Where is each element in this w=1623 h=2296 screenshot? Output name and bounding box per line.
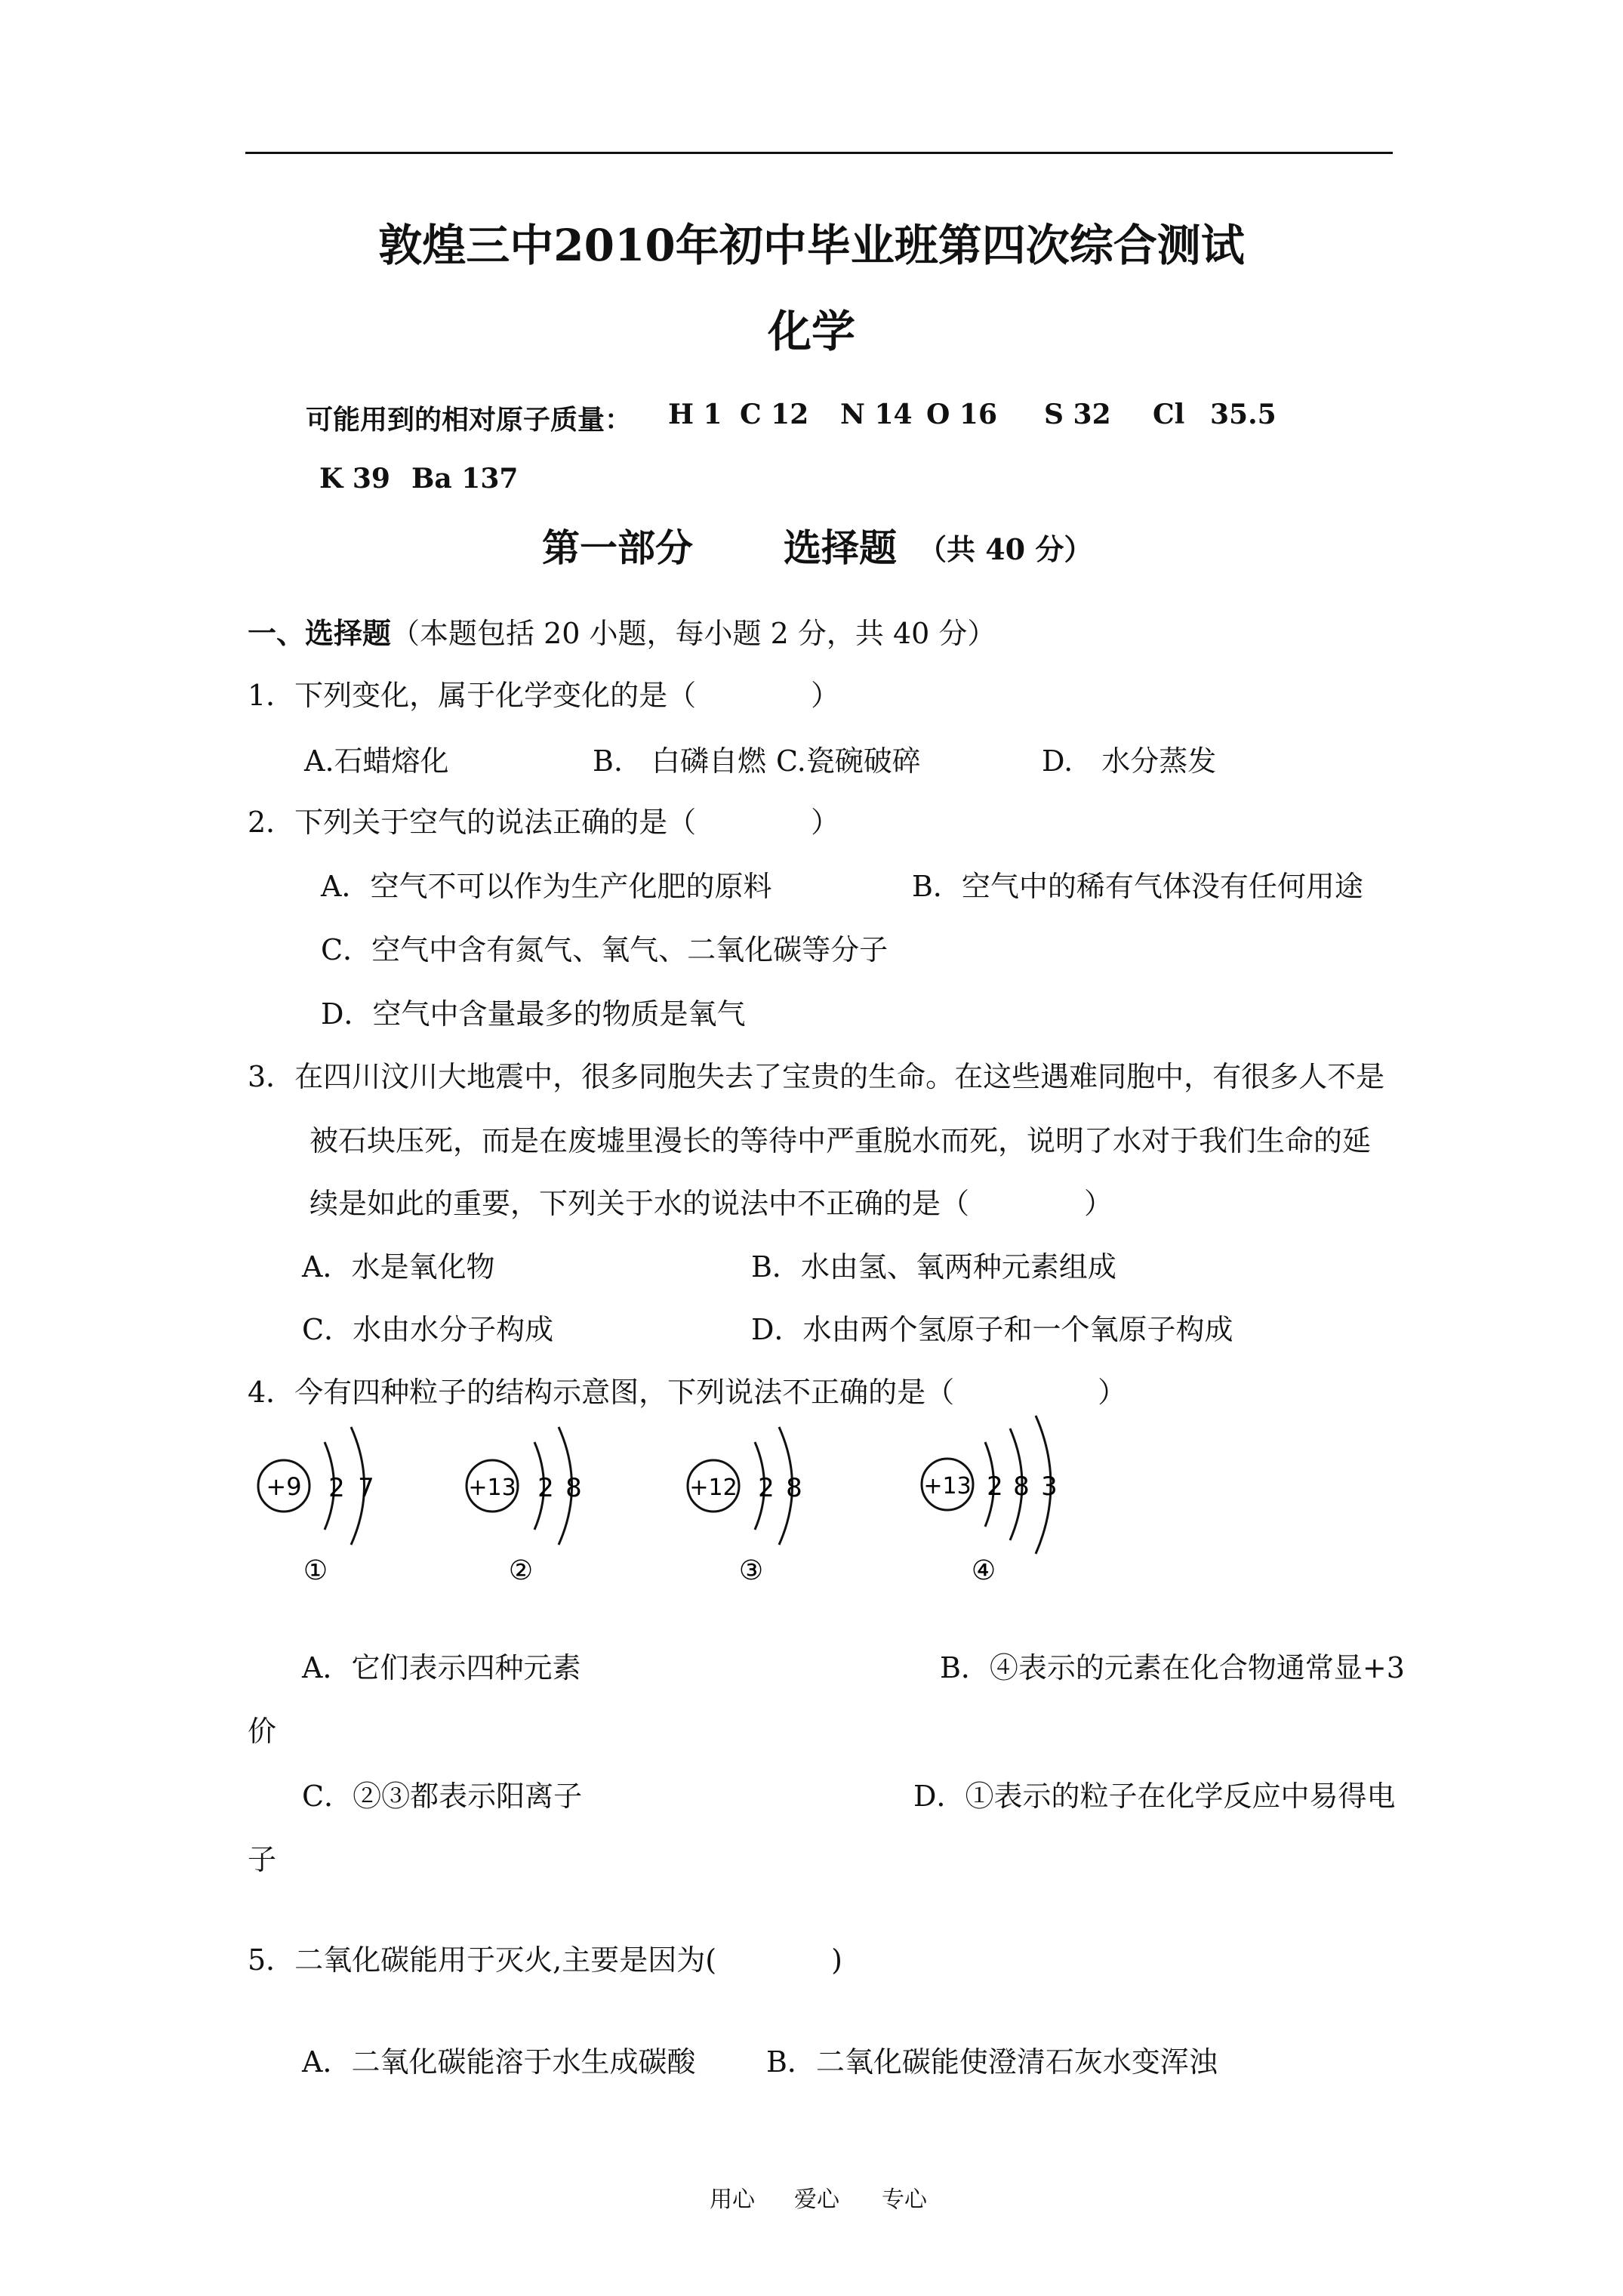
electrons-4-3: 3	[1041, 1472, 1058, 1502]
diagram-label-4: ④	[971, 1555, 996, 1586]
q5-option-a: A．二氧化碳能溶于水生成碳酸	[302, 2045, 696, 2079]
q2-option-b: B．空气中的稀有气体没有任何用途	[912, 870, 1363, 903]
q1-option-d: D. 水分蒸发	[1042, 744, 1217, 778]
nucleus-charge-1: +9	[266, 1472, 302, 1501]
footer-text-1: 用心	[710, 2187, 755, 2213]
atomic-mass-label: 可能用到的相对原子质量：	[306, 404, 633, 436]
electrons-4-1: 2	[987, 1472, 1003, 1502]
question-3-stem-line-1: 3．在四川汶川大地震中，很多同胞失去了宝贵的生命。在这些遇难同胞中，有很多人不是	[248, 1060, 1385, 1093]
exam-title: 敦煌三中2010年初中毕业班第四次综合测试	[378, 220, 1245, 271]
electrons-2-1: 2	[537, 1473, 554, 1503]
atom-diagram-2	[467, 1427, 582, 1586]
q4-option-b: B．④表示的元素在化合物通常显+3	[940, 1651, 1405, 1684]
nucleus-charge-3: +12	[689, 1475, 738, 1501]
part-heading	[248, 610, 996, 652]
atom-diagram-1	[258, 1427, 374, 1586]
atomic-mass-s: S 32	[1044, 399, 1111, 430]
q3-option-c: C．水由水分子构成	[302, 1313, 554, 1346]
footer-text-2: 爱心	[794, 2187, 839, 2213]
electrons-1-2: 7	[358, 1473, 374, 1503]
footer-text-3: 专心	[882, 2187, 927, 2213]
q1-option-c: C.瓷碗破碎	[776, 744, 921, 778]
electrons-3-2: 8	[786, 1473, 802, 1503]
q4-option-d: D．①表示的粒子在化学反应中易得电	[913, 1780, 1396, 1813]
atomic-mass-h: H 1	[668, 399, 722, 430]
electrons-3-1: 2	[758, 1473, 775, 1503]
q2-option-a: A．空气不可以作为生产化肥的原料	[321, 870, 772, 903]
question-3-stem-line-2: 被石块压死，而是在废墟里漫长的等待中严重脱水而死，说明了水对于我们生命的延	[310, 1124, 1372, 1157]
part-heading-label: 一、选择题	[248, 616, 392, 650]
q1-option-b: B. 白磷自燃	[593, 744, 767, 778]
atomic-mass-cl: Cl	[1153, 399, 1185, 430]
section-score: （共 40 分）	[918, 532, 1093, 566]
header-rule	[245, 152, 1393, 154]
question-1-stem: 1．下列变化，属于化学变化的是（ ）	[248, 679, 840, 712]
section-title: 第一部分	[542, 525, 693, 570]
diagram-label-3: ③	[738, 1555, 764, 1586]
q4-option-d-continued: 子	[248, 1843, 277, 1876]
q4-option-b-continued: 价	[248, 1715, 277, 1748]
atomic-mass-k: K 39	[319, 463, 390, 495]
atomic-mass-cl-value: 35.5	[1210, 399, 1277, 430]
nucleus-charge-4: +13	[923, 1473, 972, 1499]
subject-title: 化学	[767, 306, 855, 357]
diagram-label-1: ①	[303, 1555, 328, 1586]
q2-option-d: D．空气中含量最多的物质是氧气	[321, 997, 746, 1031]
atomic-mass-c: C 12	[740, 399, 809, 430]
atom-diagram-4	[922, 1416, 1058, 1586]
question-3-stem-line-3: 续是如此的重要，下列关于水的说法中不正确的是（ ）	[310, 1187, 1113, 1220]
question-2-stem: 2．下列关于空气的说法正确的是（ ）	[248, 806, 840, 839]
atomic-mass-ba: Ba 137	[411, 463, 519, 495]
q3-option-d: D．水由两个氢原子和一个氧原子构成	[751, 1313, 1233, 1346]
atom-diagram-3	[688, 1427, 802, 1586]
question-5-stem: 5．二氧化碳能用于灭火,主要是因为( )	[248, 1943, 842, 1977]
part-heading-note: （本题包括 20 小题，每小题 2 分，共 40 分）	[391, 617, 996, 650]
q4-option-c: C．②③都表示阳离子	[302, 1780, 583, 1813]
electrons-4-2: 8	[1013, 1472, 1030, 1502]
q1-option-a: A.石蜡熔化	[304, 744, 449, 778]
section-subtitle: 选择题	[784, 525, 897, 570]
nucleus-charge-2: +13	[468, 1475, 516, 1501]
q3-option-a: A．水是氧化物	[302, 1250, 495, 1284]
atomic-mass-o: O 16	[926, 399, 997, 430]
q3-option-b: B．水由氢、氧两种元素组成	[751, 1250, 1116, 1284]
electrons-1-1: 2	[328, 1473, 345, 1503]
q4-option-a: A．它们表示四种元素	[302, 1651, 581, 1684]
diagram-label-2: ②	[508, 1555, 534, 1586]
atomic-mass-n: N 14	[840, 399, 913, 430]
question-4-stem: 4．今有四种粒子的结构示意图，下列说法不正确的是（ ）	[248, 1376, 1127, 1409]
q2-option-c: C．空气中含有氮气、氧气、二氧化碳等分子	[321, 933, 888, 966]
q5-option-b: B．二氧化碳能使澄清石灰水变浑浊	[766, 2045, 1218, 2079]
atomic-structure-diagrams	[242, 1412, 1110, 1601]
electrons-2-2: 8	[565, 1473, 582, 1503]
